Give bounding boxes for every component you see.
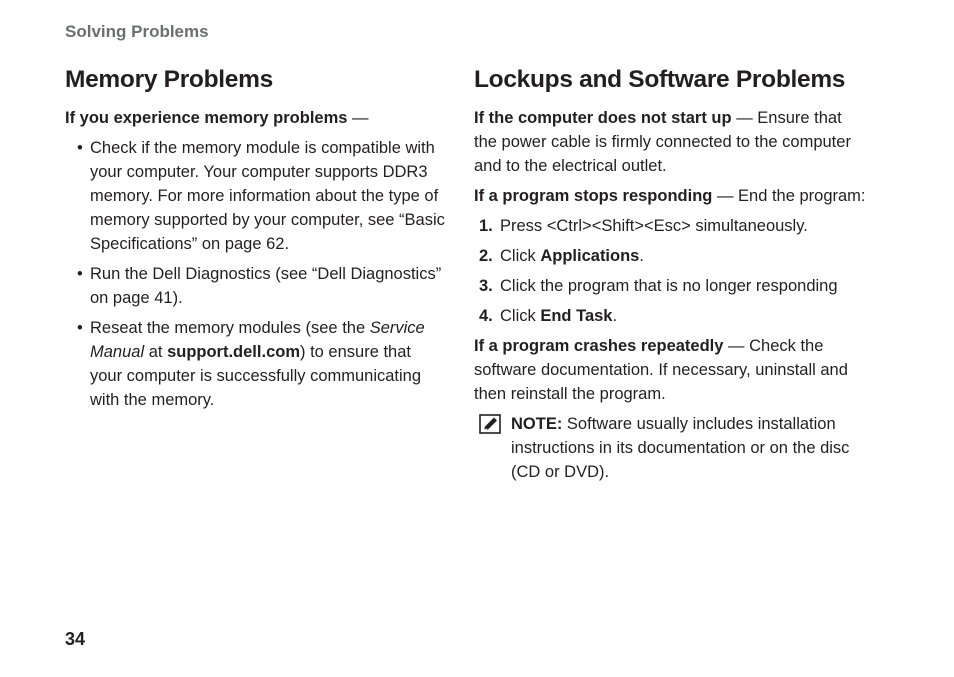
memory-lead: If you experience memory problems bbox=[65, 109, 348, 127]
step-text: Click the program that is no longer responding bbox=[500, 277, 838, 295]
bullet-text-post: ) to ensure that your computer is successfully communicating with the memory. bbox=[90, 343, 422, 409]
note-text: Software usually includes installation instructions in its documentation or on the disc (CD or DVD). bbox=[511, 415, 850, 481]
service-manual-title: Service Manual bbox=[90, 319, 425, 361]
bullet-text: Run the Dell Diagnostics (see “Dell Diagnostics” on page 41). bbox=[90, 265, 442, 307]
step-text-pre: Click bbox=[500, 307, 541, 325]
step-text-pre: Click bbox=[500, 247, 541, 265]
page-number: 34 bbox=[65, 629, 86, 649]
note-callout bbox=[474, 412, 869, 484]
step-text: Press <Ctrl><Shift><Esc> simultaneously. bbox=[500, 217, 808, 235]
list-item bbox=[65, 262, 445, 310]
applications-label: Applications bbox=[540, 247, 640, 265]
list-item bbox=[474, 214, 869, 238]
end-program-steps bbox=[474, 214, 869, 328]
lockups-title: Lockups and Software Problems bbox=[474, 66, 846, 93]
memory-problems-column bbox=[65, 63, 445, 418]
step-number: 3. bbox=[479, 277, 493, 295]
step-text-post: . bbox=[612, 307, 618, 325]
memory-problems-title: Memory Problems bbox=[65, 66, 273, 93]
bullet-icon: • bbox=[77, 139, 83, 157]
step-text-post: . bbox=[639, 247, 644, 265]
step-number: 1. bbox=[479, 217, 493, 235]
bullet-icon: • bbox=[77, 265, 83, 283]
memory-lead-paragraph bbox=[65, 106, 445, 130]
no-start-lead: If the computer does not start up bbox=[474, 109, 732, 127]
list-item bbox=[474, 304, 869, 328]
list-item bbox=[474, 244, 869, 268]
stops-responding-paragraph bbox=[474, 184, 869, 208]
bullet-text-pre: Reseat the memory modules (see the bbox=[90, 319, 370, 337]
crashes-lead: If a program crashes repeatedly bbox=[474, 337, 724, 355]
memory-lead-suffix: — bbox=[347, 109, 369, 127]
bullet-text: Check if the memory module is compatible with your computer. Your computer supports DDR3 memory. For more information about the type of memory supported by your computer, see “Basic Specifications” on page 62. bbox=[90, 139, 445, 253]
lockups-column bbox=[474, 63, 869, 484]
bullet-text-mid: at bbox=[144, 343, 168, 361]
no-start-text: — Ensure that the power cable is firmly connected to the computer and to the electrical outlet. bbox=[474, 109, 851, 175]
section-header: Solving Problems bbox=[65, 22, 209, 41]
crashes-paragraph bbox=[474, 334, 869, 406]
stops-responding-text: — End the program: bbox=[712, 187, 866, 205]
end-task-label: End Task bbox=[540, 307, 613, 325]
stops-responding-lead: If a program stops responding bbox=[474, 187, 713, 205]
step-number: 2. bbox=[479, 247, 493, 265]
note-label: NOTE: bbox=[511, 415, 563, 433]
support-site-link[interactable]: support.dell.com bbox=[167, 343, 300, 361]
note-pencil-icon bbox=[479, 414, 501, 434]
bullet-icon: • bbox=[77, 319, 83, 337]
list-item bbox=[65, 316, 445, 412]
list-item bbox=[65, 136, 445, 256]
no-start-paragraph bbox=[474, 106, 869, 178]
crashes-text: — Check the software documentation. If necessary, uninstall and then reinstall the program. bbox=[474, 337, 848, 403]
list-item bbox=[474, 274, 869, 298]
step-number: 4. bbox=[479, 307, 493, 325]
memory-bullet-list bbox=[65, 136, 445, 412]
